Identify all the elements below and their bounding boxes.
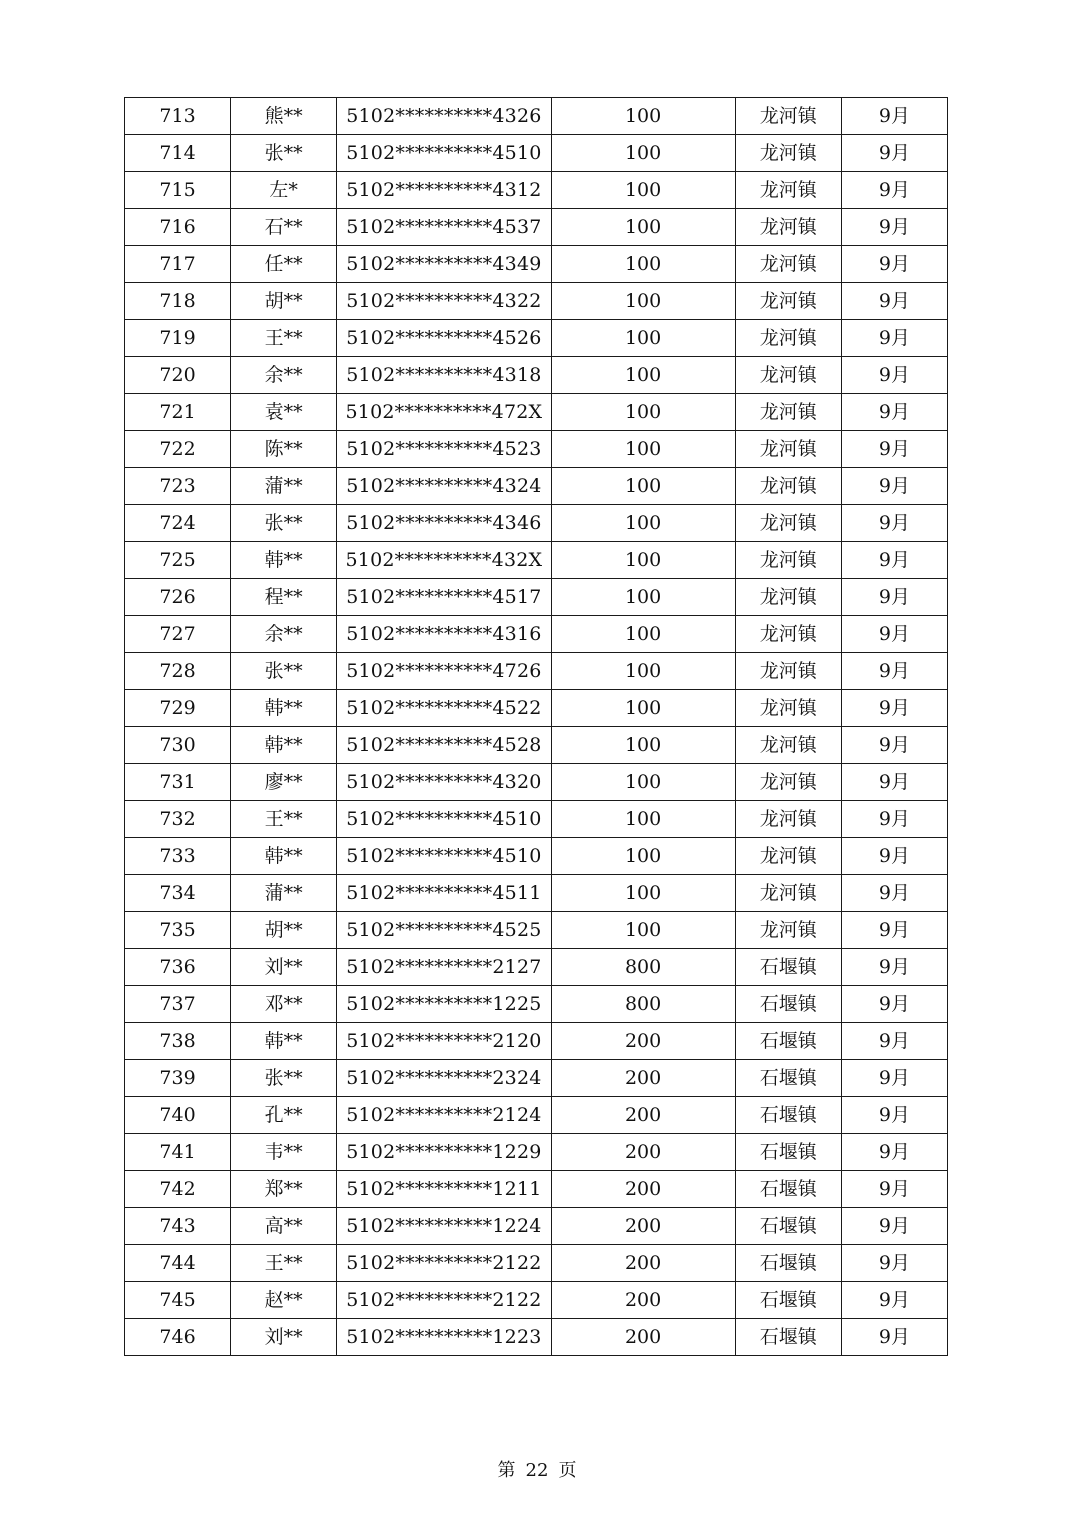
- cell-id-number: 5102**********2120: [337, 1023, 551, 1060]
- table-row: [125, 431, 948, 468]
- cell-month: 9月: [841, 505, 947, 542]
- cell-amount: 200: [551, 1171, 735, 1208]
- cell-id-number: 5102**********4523: [337, 431, 551, 468]
- cell-id-number: 5102**********432X: [337, 542, 551, 579]
- cell-month: 9月: [841, 542, 947, 579]
- page-footer: [0, 1456, 1074, 1482]
- cell-id-number: 5102**********4537: [337, 209, 551, 246]
- cell-name: 陈**: [231, 431, 337, 468]
- table-row: [125, 1171, 948, 1208]
- cell-serial-number: 718: [125, 283, 231, 320]
- table-row: [125, 727, 948, 764]
- cell-id-number: 5102**********4324: [337, 468, 551, 505]
- cell-serial-number: 734: [125, 875, 231, 912]
- cell-town: 龙河镇: [735, 542, 841, 579]
- cell-town: 龙河镇: [735, 283, 841, 320]
- cell-name: 韦**: [231, 1134, 337, 1171]
- cell-id-number: 5102**********2127: [337, 949, 551, 986]
- cell-month: 9月: [841, 209, 947, 246]
- cell-town: 石堰镇: [735, 1060, 841, 1097]
- cell-name: 张**: [231, 505, 337, 542]
- cell-town: 龙河镇: [735, 653, 841, 690]
- cell-town: 石堰镇: [735, 1023, 841, 1060]
- cell-amount: 800: [551, 949, 735, 986]
- cell-month: 9月: [841, 468, 947, 505]
- cell-name: 余**: [231, 357, 337, 394]
- table-row: [125, 1245, 948, 1282]
- cell-id-number: 5102**********1224: [337, 1208, 551, 1245]
- cell-id-number: 5102**********4726: [337, 653, 551, 690]
- cell-serial-number: 713: [125, 98, 231, 135]
- cell-town: 龙河镇: [735, 246, 841, 283]
- cell-month: 9月: [841, 912, 947, 949]
- cell-serial-number: 736: [125, 949, 231, 986]
- cell-name: 邓**: [231, 986, 337, 1023]
- cell-month: 9月: [841, 320, 947, 357]
- cell-month: 9月: [841, 801, 947, 838]
- table-row: [125, 1208, 948, 1245]
- cell-serial-number: 731: [125, 764, 231, 801]
- cell-name: 孔**: [231, 1097, 337, 1134]
- table-row: [125, 764, 948, 801]
- cell-serial-number: 715: [125, 172, 231, 209]
- cell-town: 龙河镇: [735, 357, 841, 394]
- cell-month: 9月: [841, 431, 947, 468]
- cell-amount: 100: [551, 431, 735, 468]
- cell-name: 余**: [231, 616, 337, 653]
- cell-name: 刘**: [231, 949, 337, 986]
- cell-serial-number: 725: [125, 542, 231, 579]
- cell-month: 9月: [841, 1023, 947, 1060]
- table-row: [125, 616, 948, 653]
- cell-amount: 100: [551, 135, 735, 172]
- cell-id-number: 5102**********2324: [337, 1060, 551, 1097]
- cell-town: 石堰镇: [735, 1319, 841, 1356]
- cell-amount: 800: [551, 986, 735, 1023]
- cell-name: 张**: [231, 1060, 337, 1097]
- table-row: [125, 949, 948, 986]
- cell-amount: 100: [551, 616, 735, 653]
- cell-amount: 100: [551, 838, 735, 875]
- cell-name: 廖**: [231, 764, 337, 801]
- cell-id-number: 5102**********4511: [337, 875, 551, 912]
- table-row: [125, 542, 948, 579]
- table-row: [125, 579, 948, 616]
- cell-town: 龙河镇: [735, 98, 841, 135]
- cell-id-number: 5102**********4318: [337, 357, 551, 394]
- cell-id-number: 5102**********2122: [337, 1245, 551, 1282]
- cell-town: 石堰镇: [735, 1282, 841, 1319]
- cell-serial-number: 744: [125, 1245, 231, 1282]
- cell-town: 龙河镇: [735, 764, 841, 801]
- cell-month: 9月: [841, 1171, 947, 1208]
- cell-month: 9月: [841, 764, 947, 801]
- cell-month: 9月: [841, 1060, 947, 1097]
- table-row: [125, 394, 948, 431]
- cell-town: 石堰镇: [735, 1245, 841, 1282]
- cell-id-number: 5102**********4349: [337, 246, 551, 283]
- table-row: [125, 690, 948, 727]
- cell-id-number: 5102**********4528: [337, 727, 551, 764]
- cell-amount: 100: [551, 283, 735, 320]
- page-prefix: 第: [497, 1460, 516, 1481]
- cell-serial-number: 722: [125, 431, 231, 468]
- cell-name: 张**: [231, 653, 337, 690]
- cell-town: 石堰镇: [735, 1171, 841, 1208]
- cell-month: 9月: [841, 1208, 947, 1245]
- cell-id-number: 5102**********2124: [337, 1097, 551, 1134]
- cell-amount: 100: [551, 98, 735, 135]
- cell-amount: 200: [551, 1208, 735, 1245]
- table-row: [125, 505, 948, 542]
- cell-month: 9月: [841, 283, 947, 320]
- cell-name: 韩**: [231, 690, 337, 727]
- cell-serial-number: 740: [125, 1097, 231, 1134]
- cell-month: 9月: [841, 875, 947, 912]
- cell-month: 9月: [841, 357, 947, 394]
- cell-name: 袁**: [231, 394, 337, 431]
- cell-town: 龙河镇: [735, 838, 841, 875]
- cell-serial-number: 723: [125, 468, 231, 505]
- cell-month: 9月: [841, 1097, 947, 1134]
- cell-id-number: 5102**********4510: [337, 838, 551, 875]
- table-row: [125, 246, 948, 283]
- cell-town: 龙河镇: [735, 135, 841, 172]
- cell-town: 石堰镇: [735, 1097, 841, 1134]
- table-row: [125, 986, 948, 1023]
- cell-amount: 200: [551, 1023, 735, 1060]
- cell-name: 韩**: [231, 838, 337, 875]
- table-row: [125, 838, 948, 875]
- cell-name: 左*: [231, 172, 337, 209]
- table-row: [125, 801, 948, 838]
- cell-serial-number: 719: [125, 320, 231, 357]
- table-row: [125, 1134, 948, 1171]
- cell-town: 龙河镇: [735, 801, 841, 838]
- cell-serial-number: 727: [125, 616, 231, 653]
- cell-id-number: 5102**********4320: [337, 764, 551, 801]
- table-row: [125, 357, 948, 394]
- table-row: [125, 135, 948, 172]
- cell-town: 龙河镇: [735, 912, 841, 949]
- cell-id-number: 5102**********1229: [337, 1134, 551, 1171]
- cell-town: 龙河镇: [735, 579, 841, 616]
- cell-month: 9月: [841, 1134, 947, 1171]
- cell-month: 9月: [841, 838, 947, 875]
- cell-serial-number: 716: [125, 209, 231, 246]
- table-row: [125, 283, 948, 320]
- cell-id-number: 5102**********4326: [337, 98, 551, 135]
- cell-town: 龙河镇: [735, 875, 841, 912]
- cell-id-number: 5102**********4517: [337, 579, 551, 616]
- cell-serial-number: 728: [125, 653, 231, 690]
- table-row: [125, 1097, 948, 1134]
- cell-serial-number: 714: [125, 135, 231, 172]
- cell-month: 9月: [841, 1245, 947, 1282]
- cell-town: 石堰镇: [735, 1208, 841, 1245]
- cell-month: 9月: [841, 1319, 947, 1356]
- cell-month: 9月: [841, 616, 947, 653]
- cell-amount: 200: [551, 1282, 735, 1319]
- cell-amount: 100: [551, 172, 735, 209]
- cell-town: 龙河镇: [735, 172, 841, 209]
- cell-name: 刘**: [231, 1319, 337, 1356]
- cell-amount: 100: [551, 542, 735, 579]
- cell-amount: 200: [551, 1134, 735, 1171]
- cell-serial-number: 742: [125, 1171, 231, 1208]
- cell-id-number: 5102**********1211: [337, 1171, 551, 1208]
- cell-serial-number: 743: [125, 1208, 231, 1245]
- cell-amount: 100: [551, 801, 735, 838]
- cell-name: 郑**: [231, 1171, 337, 1208]
- cell-name: 程**: [231, 579, 337, 616]
- cell-amount: 100: [551, 468, 735, 505]
- cell-amount: 100: [551, 394, 735, 431]
- cell-serial-number: 739: [125, 1060, 231, 1097]
- cell-name: 任**: [231, 246, 337, 283]
- cell-id-number: 5102**********472X: [337, 394, 551, 431]
- cell-month: 9月: [841, 653, 947, 690]
- cell-serial-number: 729: [125, 690, 231, 727]
- cell-town: 龙河镇: [735, 320, 841, 357]
- page-suffix: 页: [558, 1460, 577, 1481]
- cell-name: 韩**: [231, 1023, 337, 1060]
- cell-amount: 100: [551, 875, 735, 912]
- cell-name: 高**: [231, 1208, 337, 1245]
- table-row: [125, 875, 948, 912]
- table-row: [125, 98, 948, 135]
- cell-name: 王**: [231, 801, 337, 838]
- cell-serial-number: 721: [125, 394, 231, 431]
- table-body: [125, 98, 948, 1356]
- cell-id-number: 5102**********4525: [337, 912, 551, 949]
- cell-amount: 100: [551, 246, 735, 283]
- cell-amount: 100: [551, 209, 735, 246]
- cell-month: 9月: [841, 986, 947, 1023]
- cell-month: 9月: [841, 135, 947, 172]
- cell-amount: 100: [551, 690, 735, 727]
- table-row: [125, 653, 948, 690]
- cell-name: 胡**: [231, 283, 337, 320]
- cell-id-number: 5102**********4346: [337, 505, 551, 542]
- cell-town: 龙河镇: [735, 505, 841, 542]
- table-row: [125, 468, 948, 505]
- cell-name: 石**: [231, 209, 337, 246]
- cell-serial-number: 738: [125, 1023, 231, 1060]
- cell-id-number: 5102**********4316: [337, 616, 551, 653]
- cell-id-number: 5102**********2122: [337, 1282, 551, 1319]
- cell-id-number: 5102**********4322: [337, 283, 551, 320]
- cell-name: 韩**: [231, 727, 337, 764]
- table-row: [125, 209, 948, 246]
- cell-serial-number: 737: [125, 986, 231, 1023]
- cell-amount: 200: [551, 1245, 735, 1282]
- cell-serial-number: 730: [125, 727, 231, 764]
- cell-id-number: 5102**********4312: [337, 172, 551, 209]
- cell-amount: 100: [551, 912, 735, 949]
- cell-month: 9月: [841, 246, 947, 283]
- cell-month: 9月: [841, 172, 947, 209]
- cell-serial-number: 745: [125, 1282, 231, 1319]
- cell-amount: 100: [551, 727, 735, 764]
- cell-month: 9月: [841, 394, 947, 431]
- cell-name: 赵**: [231, 1282, 337, 1319]
- cell-town: 石堰镇: [735, 949, 841, 986]
- cell-serial-number: 720: [125, 357, 231, 394]
- cell-name: 王**: [231, 1245, 337, 1282]
- cell-town: 龙河镇: [735, 727, 841, 764]
- cell-name: 王**: [231, 320, 337, 357]
- table-row: [125, 320, 948, 357]
- cell-month: 9月: [841, 949, 947, 986]
- page-number: 22: [525, 1460, 549, 1481]
- cell-town: 龙河镇: [735, 209, 841, 246]
- cell-amount: 100: [551, 505, 735, 542]
- cell-id-number: 5102**********1223: [337, 1319, 551, 1356]
- cell-id-number: 5102**********4526: [337, 320, 551, 357]
- cell-name: 熊**: [231, 98, 337, 135]
- cell-name: 韩**: [231, 542, 337, 579]
- cell-town: 龙河镇: [735, 468, 841, 505]
- cell-month: 9月: [841, 690, 947, 727]
- cell-amount: 200: [551, 1319, 735, 1356]
- cell-id-number: 5102**********4510: [337, 801, 551, 838]
- cell-amount: 100: [551, 653, 735, 690]
- cell-id-number: 5102**********1225: [337, 986, 551, 1023]
- cell-amount: 100: [551, 320, 735, 357]
- cell-amount: 100: [551, 764, 735, 801]
- table-row: [125, 1282, 948, 1319]
- table-row: [125, 1319, 948, 1356]
- cell-name: 蒲**: [231, 875, 337, 912]
- cell-serial-number: 726: [125, 579, 231, 616]
- cell-amount: 100: [551, 357, 735, 394]
- cell-serial-number: 733: [125, 838, 231, 875]
- cell-serial-number: 717: [125, 246, 231, 283]
- table-row: [125, 1023, 948, 1060]
- cell-month: 9月: [841, 98, 947, 135]
- cell-town: 石堰镇: [735, 986, 841, 1023]
- data-table: [124, 97, 948, 1356]
- cell-serial-number: 732: [125, 801, 231, 838]
- cell-name: 胡**: [231, 912, 337, 949]
- cell-month: 9月: [841, 579, 947, 616]
- cell-serial-number: 735: [125, 912, 231, 949]
- cell-town: 龙河镇: [735, 394, 841, 431]
- cell-serial-number: 746: [125, 1319, 231, 1356]
- cell-id-number: 5102**********4510: [337, 135, 551, 172]
- cell-id-number: 5102**********4522: [337, 690, 551, 727]
- cell-town: 龙河镇: [735, 616, 841, 653]
- table-row: [125, 172, 948, 209]
- cell-amount: 200: [551, 1097, 735, 1134]
- cell-serial-number: 741: [125, 1134, 231, 1171]
- cell-amount: 100: [551, 579, 735, 616]
- cell-month: 9月: [841, 1282, 947, 1319]
- table-row: [125, 912, 948, 949]
- cell-month: 9月: [841, 727, 947, 764]
- cell-serial-number: 724: [125, 505, 231, 542]
- cell-name: 蒲**: [231, 468, 337, 505]
- cell-town: 龙河镇: [735, 690, 841, 727]
- cell-name: 张**: [231, 135, 337, 172]
- cell-town: 龙河镇: [735, 431, 841, 468]
- table-row: [125, 1060, 948, 1097]
- cell-town: 石堰镇: [735, 1134, 841, 1171]
- cell-amount: 200: [551, 1060, 735, 1097]
